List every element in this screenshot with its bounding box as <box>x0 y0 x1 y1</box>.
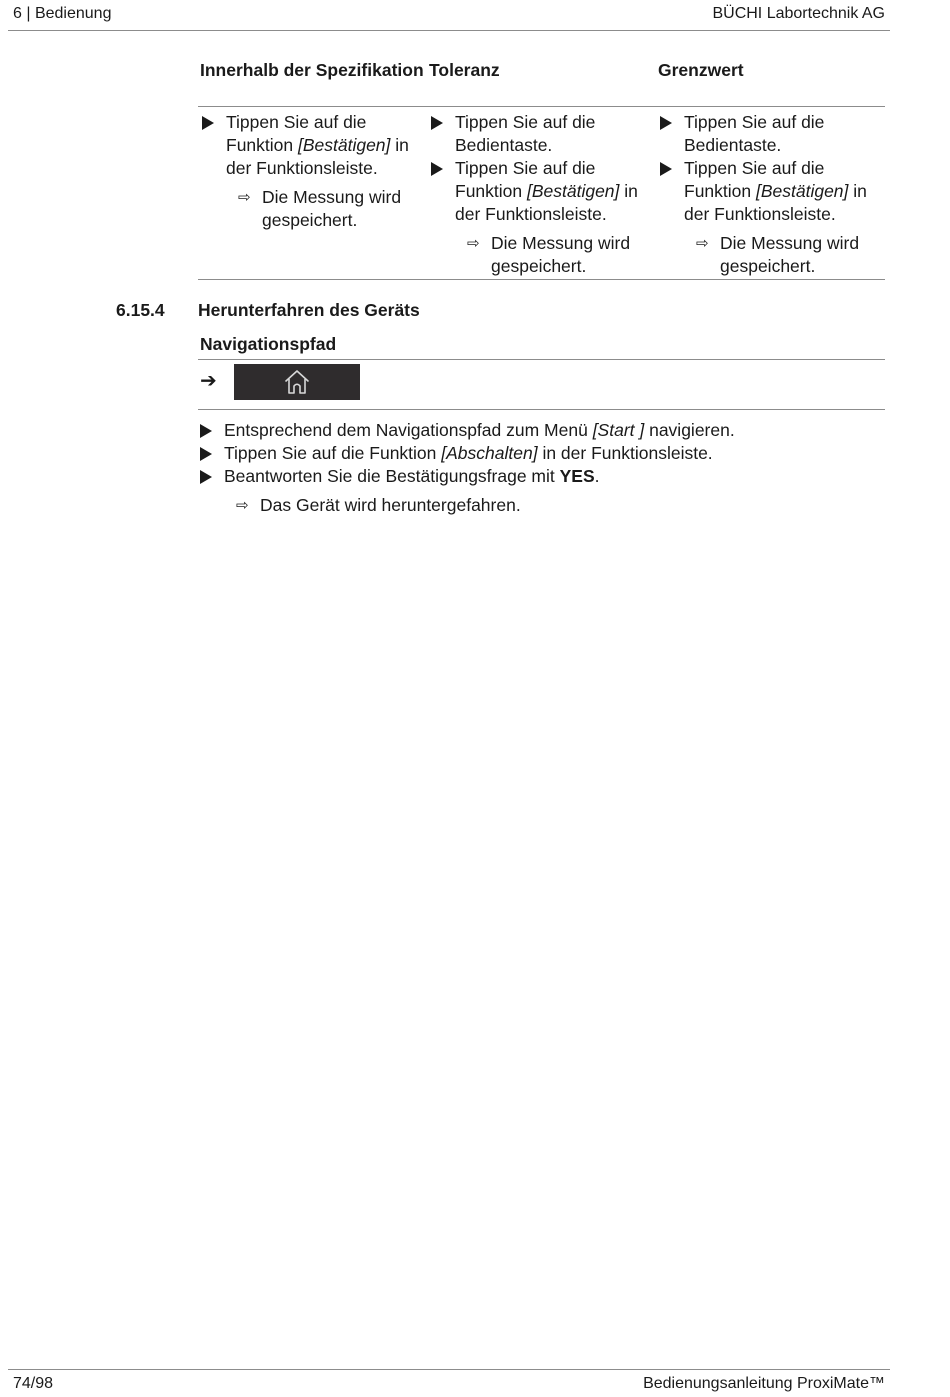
home-button <box>234 364 360 400</box>
document-title: Bedienungsanleitung ProxiMate™ <box>643 1375 885 1392</box>
instruction-step: Tippen Sie auf die Funktion [Bestätigen] in der Funktionsleiste. <box>198 111 421 180</box>
navigation-path-row <box>198 360 885 410</box>
step-triangle-icon <box>200 447 212 461</box>
step-triangle-icon <box>200 470 212 484</box>
home-icon <box>283 368 311 396</box>
spec-table <box>198 57 885 280</box>
step-triangle-icon <box>660 116 672 130</box>
navigation-path-heading: Navigationspfad <box>198 332 885 360</box>
company-name: BÜCHI Labortechnik AG <box>712 5 885 22</box>
page-number: 74/98 <box>13 1375 54 1392</box>
step-triangle-icon <box>660 162 672 176</box>
spec-table-body <box>198 107 885 280</box>
column-toleranz <box>427 111 656 279</box>
instruction-step: Entsprechend dem Navigationspfad zum Menü [Start ] navigieren. <box>198 419 885 442</box>
step-triangle-icon <box>202 116 214 130</box>
column-heading-spezifikation: Innerhalb der Spezifikation <box>200 60 424 80</box>
instruction-step: Tippen Sie auf die Funktion [Bestätigen] in der Funktionsleiste. <box>656 157 879 226</box>
step-result: ⇨ Die Messung wird gespeichert. <box>238 187 402 230</box>
instruction-step: Beantworten Sie die Bestätigungsfrage mit YES. <box>198 465 885 488</box>
step-result: ⇨ Die Messung wird gespeichert. <box>467 233 631 276</box>
column-heading-toleranz: Toleranz <box>429 60 500 80</box>
step-triangle-icon <box>431 116 443 130</box>
section-title: Herunterfahren des Geräts <box>198 300 420 320</box>
result-arrow-icon: ⇨ <box>467 235 480 252</box>
column-grenzwert <box>656 111 885 279</box>
step-triangle-icon <box>431 162 443 176</box>
instruction-step: Tippen Sie auf die Funktion [Abschalten] in der Funktionsleiste. <box>198 442 885 465</box>
result-arrow-icon: ⇨ <box>696 235 709 252</box>
step-result: ⇨ Das Gerät wird heruntergefahren. <box>236 495 521 515</box>
column-heading-grenzwert: Grenzwert <box>658 60 744 80</box>
step-result: ⇨ Die Messung wird gespeichert. <box>696 233 860 276</box>
instruction-step: Tippen Sie auf die Funktion [Bestätigen] in der Funktionsleiste. <box>427 157 650 226</box>
shutdown-steps <box>198 419 885 517</box>
section-number: 6.15.4 <box>116 300 165 320</box>
spec-table-header <box>198 57 885 107</box>
page-footer <box>8 1369 890 1397</box>
instruction-step: Tippen Sie auf die Bedientaste. <box>656 111 879 157</box>
result-arrow-icon: ⇨ <box>238 189 251 206</box>
instruction-step: Tippen Sie auf die Bedientaste. <box>427 111 650 157</box>
chapter-label: 6 | Bedienung <box>13 5 112 22</box>
page-header <box>8 0 890 31</box>
nav-arrow-icon: ➔ <box>200 370 217 392</box>
result-arrow-icon: ⇨ <box>236 497 249 514</box>
step-triangle-icon <box>200 424 212 438</box>
navigation-path-table <box>198 332 885 410</box>
column-spezifikation <box>198 111 427 279</box>
